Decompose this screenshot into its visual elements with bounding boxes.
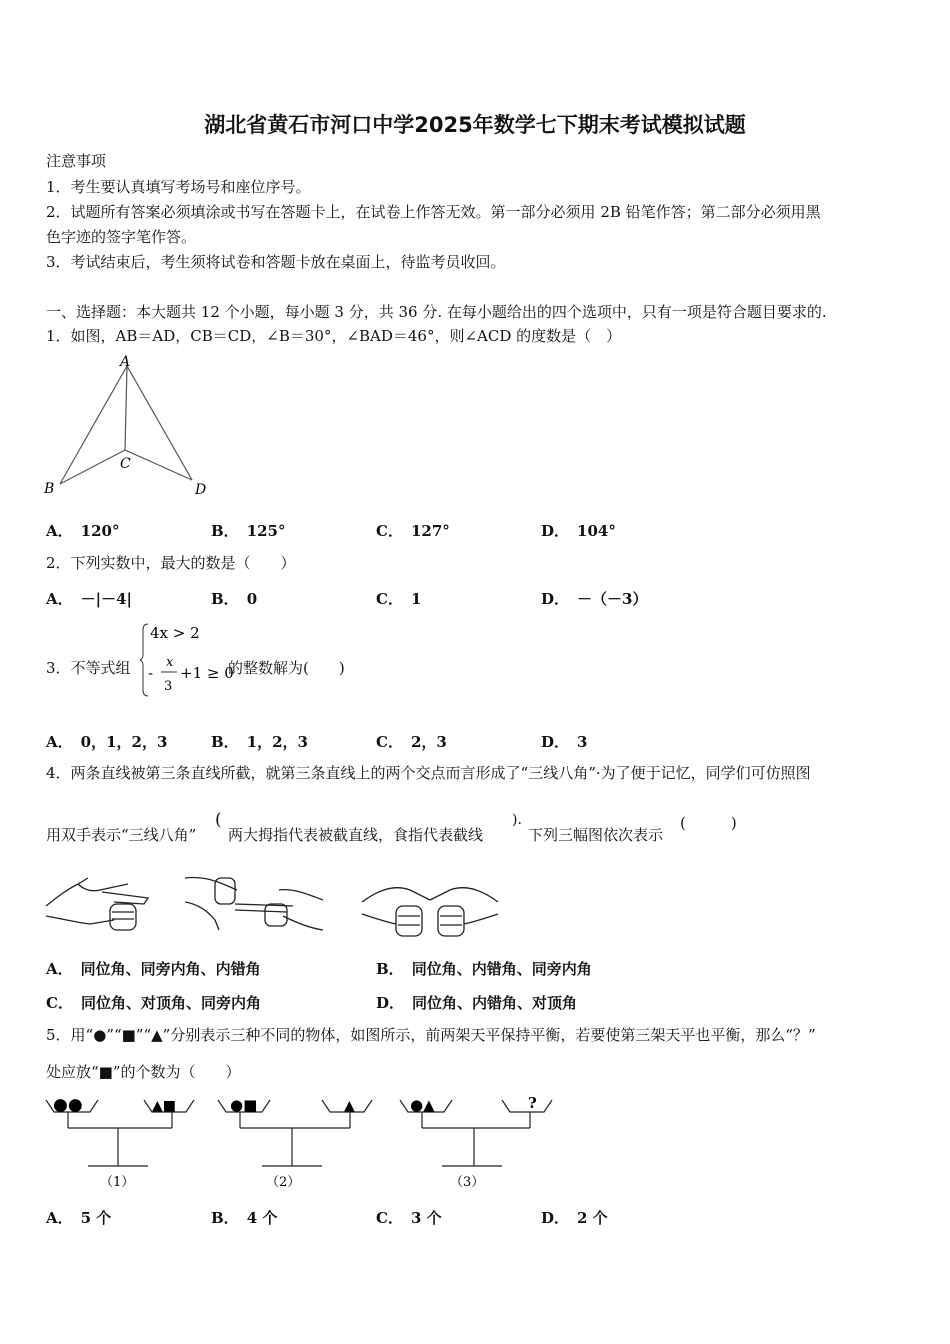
right-pan-items: ▲ xyxy=(344,1098,355,1114)
notice-item-2: 2．试题所有答案必须填涂或书写在答题卡上，在试卷上作答无效。第一部分必须用 2B 铅笔作答；第二部分必须用黑 xyxy=(46,203,821,221)
label-d: D xyxy=(195,482,207,498)
q5-option-a[interactable] xyxy=(46,1207,111,1228)
hand-lower-line xyxy=(46,916,114,924)
option-key: A． xyxy=(46,522,73,540)
q2-option-a[interactable] xyxy=(46,588,132,609)
option-key: C． xyxy=(376,733,403,751)
left-pan-items: ●■ xyxy=(230,1096,258,1114)
balance-scale-3 xyxy=(398,1092,558,1197)
option-text: 同位角、对顶角、同旁内角 xyxy=(80,994,261,1012)
q4-paren-open: ( xyxy=(215,810,222,830)
q5-option-b[interactable] xyxy=(211,1207,277,1228)
q4-option-a[interactable] xyxy=(46,958,261,979)
option-text: 3 xyxy=(577,733,588,751)
q4-line2-part1: 用双手表示“三线八角” xyxy=(46,826,197,844)
q1-option-d[interactable] xyxy=(541,520,616,541)
q4-option-b[interactable] xyxy=(376,958,592,979)
q5-option-d[interactable] xyxy=(541,1207,608,1228)
q3-inequality-system xyxy=(140,620,235,700)
option-key: B． xyxy=(211,733,239,751)
q3-stem-prefix: 3．不等式组 xyxy=(46,659,131,677)
hands-figure-1 xyxy=(44,868,154,938)
option-key: D． xyxy=(541,522,570,540)
option-key: C． xyxy=(376,522,403,540)
q3-ineq2-denominator: 3 xyxy=(164,679,173,694)
option-text: 0 xyxy=(246,590,258,608)
page-title: 湖北省黄石市河口中学2025年数学七下期末考试模拟试题 xyxy=(204,113,746,137)
segment-cd xyxy=(125,450,192,480)
q2-option-b[interactable] xyxy=(211,588,257,609)
q1-option-a[interactable] xyxy=(46,520,119,541)
fist-right-icon xyxy=(438,906,464,936)
option-text: 5 个 xyxy=(80,1209,112,1227)
q3-option-c[interactable] xyxy=(376,731,447,752)
q4-option-d[interactable] xyxy=(376,992,577,1013)
option-key: A． xyxy=(46,1209,73,1227)
right-pan xyxy=(502,1100,552,1112)
left-pan-items: ●● xyxy=(53,1095,83,1115)
option-text: 0，1，2，3 xyxy=(80,733,168,751)
option-key: A． xyxy=(46,590,73,608)
option-text: 2 个 xyxy=(577,1209,608,1227)
hands-figure-2 xyxy=(183,868,328,943)
q3-option-b[interactable] xyxy=(211,731,308,752)
notice-item-1: 1．考生要认真填写考场号和座位序号。 xyxy=(46,178,311,196)
option-key: B． xyxy=(211,522,239,540)
brace-icon xyxy=(140,624,148,696)
option-text: 同位角、内错角、对顶角 xyxy=(412,994,578,1012)
scale-label: （2） xyxy=(266,1175,301,1190)
q3-option-a[interactable] xyxy=(46,731,167,752)
q3-stem-suffix: 的整数解为( ) xyxy=(228,659,345,677)
notice-heading: 注意事项 xyxy=(46,152,107,170)
balance-scale-1 xyxy=(44,1092,199,1197)
fist-right-icon xyxy=(265,904,287,926)
q4-answer-paren: ( ) xyxy=(680,814,737,832)
left-pan-items: ●▲ xyxy=(410,1096,435,1114)
option-key: A． xyxy=(46,733,73,751)
q3-ineq2-minus: - xyxy=(148,664,154,682)
segment-ad xyxy=(127,366,192,480)
fist-left-icon xyxy=(396,906,422,936)
q1-triangle-figure xyxy=(40,352,220,502)
q2-stem: 2．下列实数中，最大的数是（ ） xyxy=(46,554,296,572)
option-key: B． xyxy=(211,1209,239,1227)
balance-scale-2 xyxy=(216,1092,376,1197)
q3-ineq2-numerator: x xyxy=(166,655,174,670)
option-text: 104° xyxy=(577,522,616,540)
q5-option-c[interactable] xyxy=(376,1207,442,1228)
option-key: C． xyxy=(376,590,403,608)
option-text: 1，2，3 xyxy=(246,733,308,751)
q3-ineq1: 4x > 2 xyxy=(150,624,200,642)
option-text: 2，3 xyxy=(410,733,447,751)
option-key: B． xyxy=(376,960,404,978)
label-c: C xyxy=(120,456,131,472)
q3-option-d[interactable] xyxy=(541,731,587,752)
option-key: D． xyxy=(376,994,405,1012)
q5-line2: 处应放“■”的个数为（ ） xyxy=(46,1063,241,1081)
section-heading: 一、选择题：本大题共 12 个小题，每小题 3 分，共 36 分. 在每小题给出的四个选项中，只有一项是符合题目要求的. xyxy=(46,303,827,321)
notice-item-2-cont: 色字迹的签字笔作答。 xyxy=(46,228,197,246)
option-text: 同位角、同旁内角、内错角 xyxy=(80,960,261,978)
q3-ineq2-rest: +1 ≥ 0 xyxy=(180,664,234,682)
q5-line1: 5．用“●”“■”“▲”分别表示三种不同的物体，如图所示，前两架天平保持平衡，若要使第三架天平也平衡，那么“？” xyxy=(46,1026,816,1044)
option-text: －（－3） xyxy=(577,590,648,608)
option-text: 120° xyxy=(80,522,120,540)
option-key: A． xyxy=(46,960,73,978)
option-text: 127° xyxy=(410,522,450,540)
option-key: D． xyxy=(541,1209,570,1227)
q1-option-c[interactable] xyxy=(376,520,450,541)
label-b: B xyxy=(44,481,55,497)
scale-label: （1） xyxy=(100,1175,135,1190)
q4-option-c[interactable] xyxy=(46,992,261,1013)
option-text: 同位角、内错角、同旁内角 xyxy=(411,960,592,978)
q4-line2-part3: 下列三幅图依次表示 xyxy=(528,826,664,844)
right-pan-items: ? xyxy=(528,1094,537,1112)
notice-item-3: 3．考试结束后，考生须将试卷和答题卡放在桌面上，待监考员收回。 xyxy=(46,253,506,271)
q4-line2-part2: 两大拇指代表被截直线，食指代表截线 xyxy=(228,826,484,844)
q1-stem: 1．如图，AB＝AD，CB＝CD，∠B＝30°，∠BAD＝46°，则∠ACD 的度数是（ ） xyxy=(46,327,622,345)
option-key: B． xyxy=(211,590,239,608)
option-text: 3 个 xyxy=(410,1209,442,1227)
segment-ac xyxy=(125,366,127,450)
q2-option-c[interactable] xyxy=(376,588,421,609)
option-key: C． xyxy=(46,994,73,1012)
label-a: A xyxy=(120,354,131,370)
finger-line xyxy=(102,892,148,904)
q1-option-b[interactable] xyxy=(211,520,286,541)
q4-line1: 4．两条直线被第三条直线所截，就第三条直线上的两个交点而言形成了“三线八角”·为了便于记忆，同学们可仿照图 xyxy=(46,764,811,782)
option-key: D． xyxy=(541,590,570,608)
option-text: 1 xyxy=(410,590,422,608)
fist-icon xyxy=(110,904,136,930)
option-key: D． xyxy=(541,733,570,751)
option-text: 4 个 xyxy=(246,1209,278,1227)
scale-label: （3） xyxy=(450,1175,485,1190)
hands-figure-3 xyxy=(360,872,500,942)
option-key: C． xyxy=(376,1209,403,1227)
q2-option-d[interactable] xyxy=(541,588,647,609)
q4-paren-close: ). xyxy=(512,812,522,828)
right-pan-items: ▲■ xyxy=(152,1098,176,1114)
option-text: 125° xyxy=(246,522,286,540)
option-text: －|－4| xyxy=(80,590,132,608)
